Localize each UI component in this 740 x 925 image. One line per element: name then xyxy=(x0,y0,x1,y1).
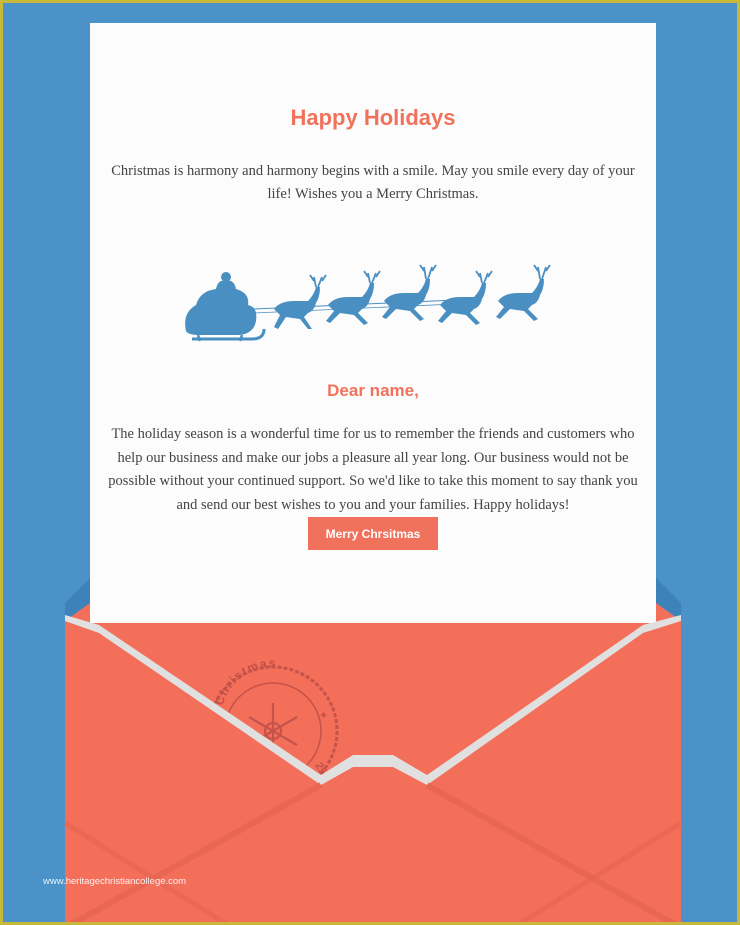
stamp-number: 25 xyxy=(312,760,329,778)
star-icon: ✦ xyxy=(319,710,329,722)
body-text: The holiday season is a wonderful time for us to remember the friends and customers who help our business and make our jobs a pleasure all year long. Our business would not be possible without your continued support. So we'd like to take this moment to say thank you and send our best wishes to you and your families. Happy holidays! xyxy=(108,426,638,513)
watermark-text: www.heritagechristiancollege.com xyxy=(43,876,187,887)
page-title: Happy Holidays xyxy=(290,105,456,130)
stamp-text: Christmas xyxy=(212,655,277,708)
intro-text: Christmas is harmony and harmony begins with a smile. May you smile every day of your life! Wishes you a Merry Christmas. xyxy=(111,163,635,202)
merry-christmas-button[interactable]: Merry Chrsitmas xyxy=(308,517,438,550)
envelope-front xyxy=(3,3,740,925)
greeting-heading: Dear name, xyxy=(327,381,419,400)
